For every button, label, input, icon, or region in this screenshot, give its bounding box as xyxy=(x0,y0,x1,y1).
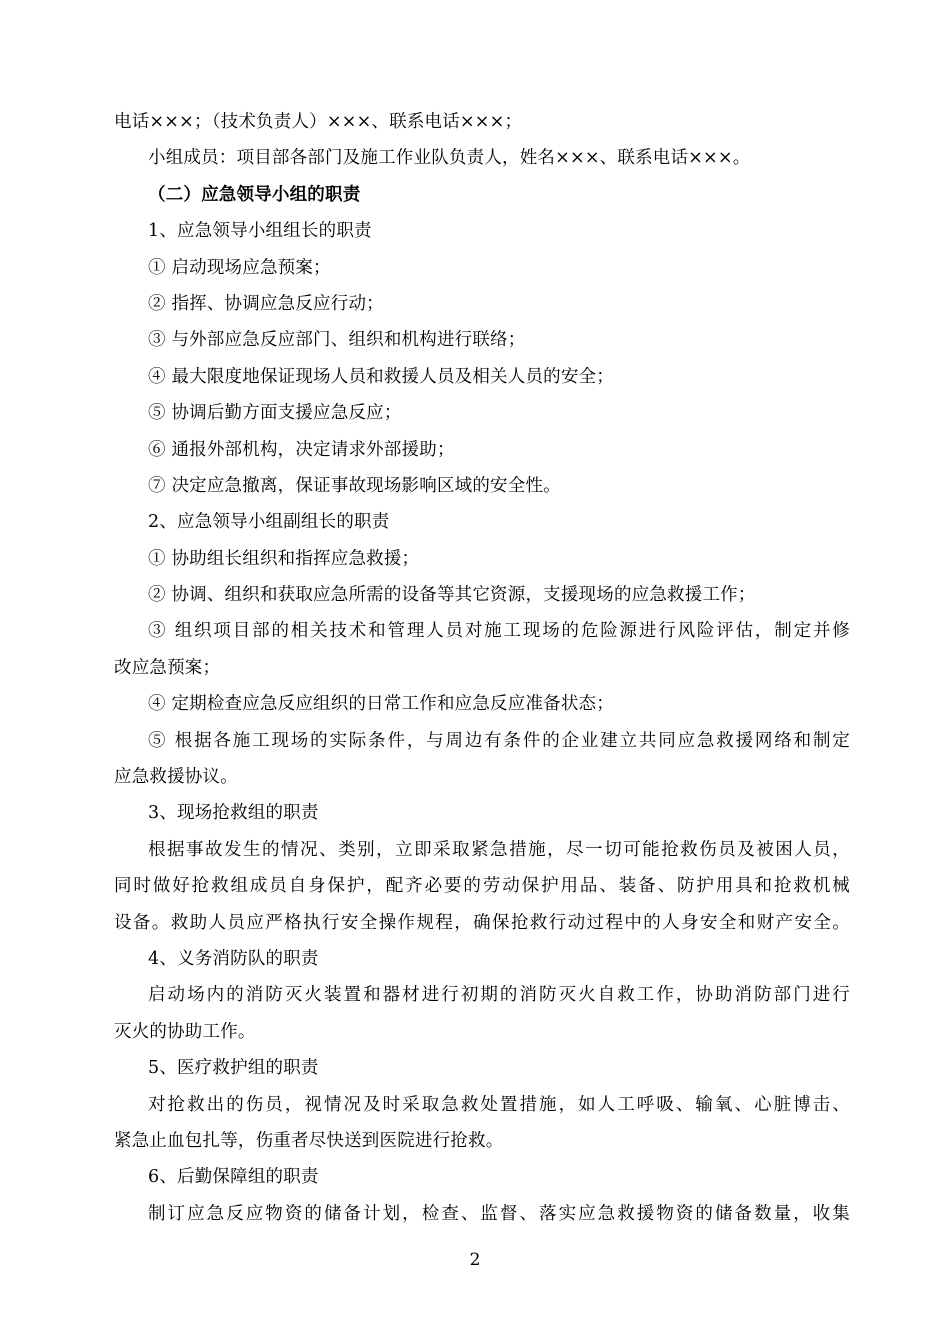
text-line: 制订应急反应物资的储备计划，检查、监督、落实应急救援物资的储备数量，收集 xyxy=(148,1203,850,1224)
text-line: ④ 定期检查应急反应组织的日常工作和应急反应准备状态； xyxy=(148,694,614,715)
text-line: ④ 最大限度地保证现场人员和救援人员及相关人员的安全； xyxy=(148,366,614,387)
text-line: 3、现场抢救组的职责 xyxy=(148,803,319,824)
text-line: 小组成员：项目部各部门及施工作业队负责人，姓名×××、联系电话×××。 xyxy=(148,148,751,169)
text-line: 电话×××；（技术负责人）×××、联系电话×××； xyxy=(114,112,523,132)
text-line: 改应急预案； xyxy=(114,657,221,678)
text-line: ⑤ 根据各施工现场的实际条件，与周边有条件的企业建立共同应急救援网络和制定 xyxy=(148,730,850,751)
text-line: ③ 组织项目部的相关技术和管理人员对施工现场的危险源进行风险评估，制定并修 xyxy=(148,621,850,642)
text-line: ⑤ 协调后勤方面支援应急反应； xyxy=(148,403,402,424)
text-line: ⑥ 通报外部机构，决定请求外部援助； xyxy=(148,439,455,460)
text-line: ③ 与外部应急反应部门、组织和机构进行联络； xyxy=(148,330,526,351)
text-line: 启动场内的消防灭火装置和器材进行初期的消防灭火自救工作，协助消防部门进行 xyxy=(148,985,850,1006)
text-line: 对抢救出的伤员，视情况及时采取急救处置措施，如人工呼吸、输氧、心脏博击、 xyxy=(148,1094,850,1115)
text-line: 4、义务消防队的职责 xyxy=(148,948,319,969)
text-line: 1、应急领导小组组长的职责 xyxy=(148,221,372,242)
text-line: ① 协助组长组织和指挥应急救援； xyxy=(148,548,420,569)
text-line: 灭火的协助工作。 xyxy=(114,1021,256,1042)
text-line: 6、后勤保障组的职责 xyxy=(148,1167,319,1188)
text-line: 2、应急领导小组副组长的职责 xyxy=(148,512,390,533)
text-line: 应急救援协议。 xyxy=(114,767,238,788)
text-line: 根据事故发生的情况、类别，立即采取紧急措施，尽一切可能抢救伤员及被困人员， xyxy=(148,839,850,860)
text-line: ⑦ 决定应急撤离，保证事故现场影响区域的安全性。 xyxy=(148,475,561,496)
text-line: 设备。救助人员应严格执行安全操作规程，确保抢救行动过程中的人身安全和财产安全。 xyxy=(114,912,850,933)
text-line: 同时做好抢救组成员自身保护，配齐必要的劳动保护用品、装备、防护用具和抢救机械 xyxy=(114,876,850,897)
text-line: ② 协调、组织和获取应急所需的设备等其它资源，支援现场的应急救援工作； xyxy=(148,585,756,606)
text-line: 紧急止血包扎等，伤重者尽快送到医院进行抢救。 xyxy=(114,1130,504,1151)
page-number: 2 xyxy=(469,1250,481,1270)
section-heading: （二）应急领导小组的职责 xyxy=(148,184,361,205)
document-body xyxy=(114,104,850,1232)
text-line: ② 指挥、协调应急反应行动； xyxy=(148,293,384,314)
text-line: ① 启动现场应急预案； xyxy=(148,257,331,278)
text-line: 5、医疗救护组的职责 xyxy=(148,1058,319,1079)
